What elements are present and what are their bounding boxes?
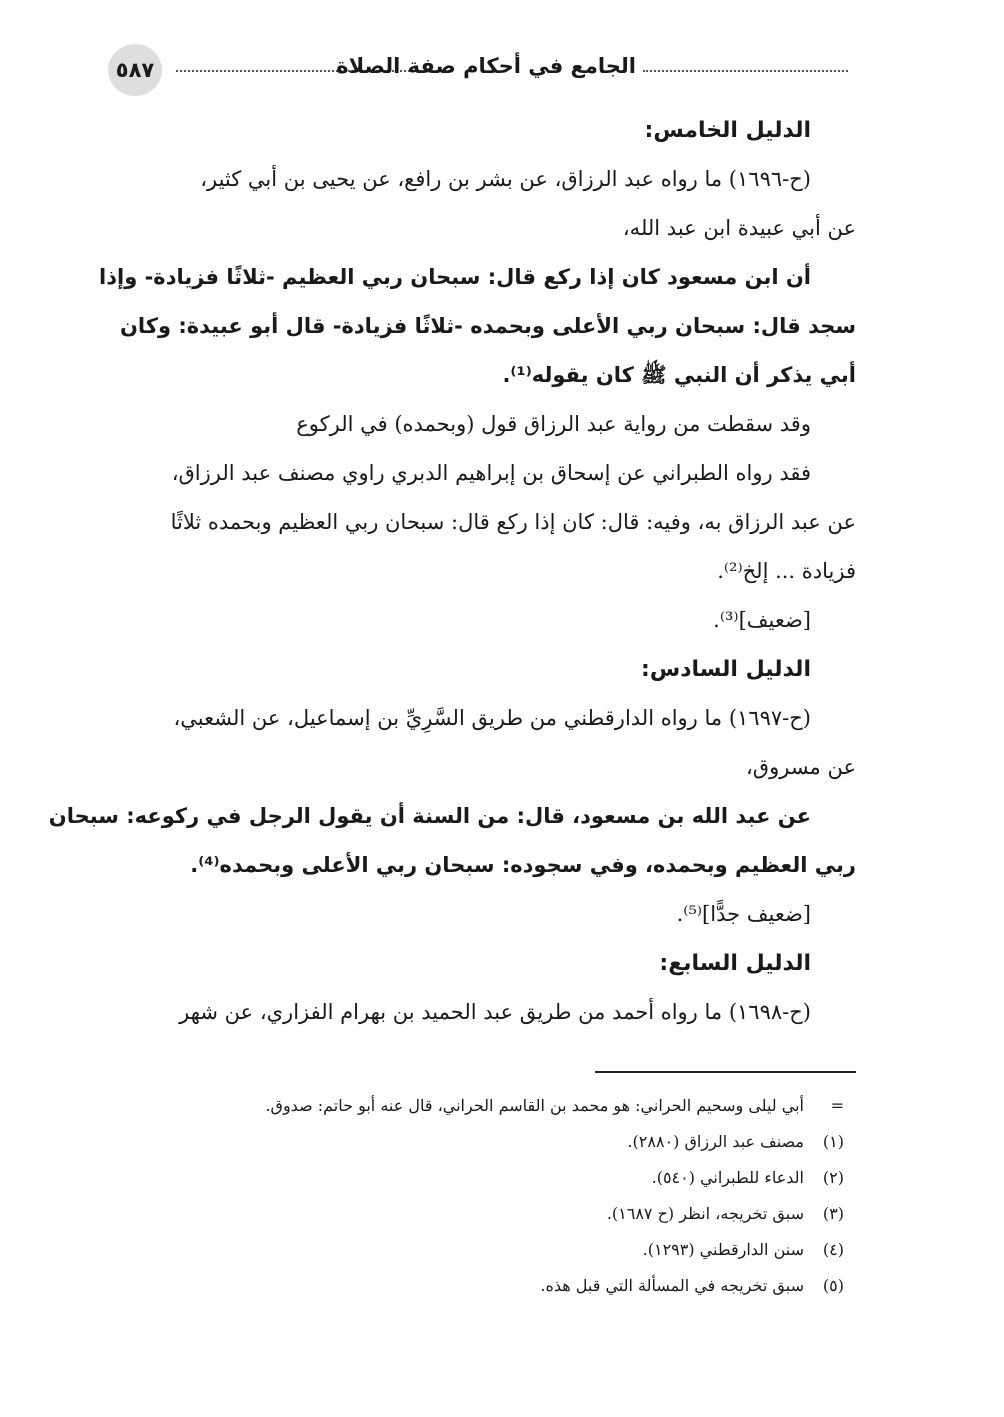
text-line: وقد سقطت من رواية عبد الرزاق قول (وبحمده) في الركوع	[296, 412, 811, 436]
footnote-text: سنن الدارقطني (١٢٩٣).	[642, 1240, 804, 1259]
footnote-text: مصنف عبد الرزاق (٢٨٨٠).	[627, 1132, 804, 1151]
footnote-text: سبق تخريجه في المسألة التي قبل هذه.	[540, 1276, 804, 1295]
footnote-number: (١)	[822, 1132, 844, 1151]
book-title: الجامع في أحكام صفة الصلاة	[336, 54, 636, 78]
text-line: (ح-١٦٩٧) ما رواه الدارقطني من طريق السَّرِيِّ بن إسماعيل، عن الشعبي،	[173, 706, 811, 730]
footnote	[112, 1268, 856, 1304]
hadith-text-line: أن ابن مسعود كان إذا ركع قال: سبحان ربي العظيم -ثلاثًا فزيادة- وإذا	[99, 265, 811, 289]
main-text	[48, 106, 856, 1037]
footnote-number: (٥)	[822, 1276, 844, 1295]
text-line: عن أبي عبيدة ابن عبد الله،	[622, 216, 856, 240]
footnote-number: (٢)	[822, 1168, 844, 1187]
grading-line: [ضعيف جدًّا]⁽⁵⁾.	[676, 902, 811, 926]
footnote-text: سبق تخريجه، انظر (ح ١٦٨٧).	[606, 1204, 804, 1223]
header-dotted-rule	[643, 70, 848, 72]
footnotes	[112, 1088, 856, 1304]
text-line: فقد رواه الطبراني عن إسحاق بن إبراهيم الدبري راوي مصنف عبد الرزاق،	[171, 461, 811, 485]
footnote	[112, 1232, 856, 1268]
text-line: (ح-١٦٩٦) ما رواه عبد الرزاق، عن بشر بن رافع، عن يحيى بن أبي كثير،	[200, 167, 811, 191]
text-line: عن عبد الرزاق به، وفيه: قال: كان إذا ركع قال: سبحان ربي العظيم وبحمده ثلاثًا	[170, 510, 856, 534]
footnote-number: (٣)	[822, 1204, 844, 1223]
section-heading: الدليل الخامس:	[644, 118, 811, 143]
page-number: ٥٨٧	[108, 44, 162, 96]
hadith-text-line: عن عبد الله بن مسعود، قال: من السنة أن يقول الرجل في ركوعه: سبحان	[48, 804, 811, 828]
text-line: (ح-١٦٩٨) ما رواه أحمد من طريق عبد الحميد بن بهرام الفزاري، عن شهر	[179, 1000, 811, 1024]
footnote-text: أبي ليلى وسحيم الحراني: هو محمد بن القاسم الحراني، قال عنه أبو حاتم: صدوق.	[265, 1096, 804, 1115]
hadith-text-line: سجد قال: سبحان ربي الأعلى وبحمده -ثلاثًا فزيادة- قال أبو عبيدة: وكان	[119, 314, 856, 338]
grading-line: [ضعيف]⁽³⁾.	[713, 608, 811, 632]
section-heading: الدليل السابع:	[659, 951, 811, 976]
footnote	[112, 1088, 856, 1124]
section-heading: الدليل السادس:	[641, 657, 811, 682]
hadith-text-line: ربي العظيم وبحمده، وفي سجوده: سبحان ربي الأعلى وبحمده⁽⁴⁾.	[190, 853, 856, 877]
footnote-number: (٤)	[822, 1240, 844, 1259]
footnote	[112, 1196, 856, 1232]
text-line: عن مسروق،	[746, 755, 856, 779]
footnote	[112, 1124, 856, 1160]
footnote	[112, 1160, 856, 1196]
page-header	[108, 44, 848, 96]
text-line: فزيادة ... إلخ⁽²⁾.	[717, 559, 856, 583]
footnote-separator	[595, 1071, 856, 1073]
hadith-text-line: أبي يذكر أن النبي ﷺ كان يقوله⁽¹⁾.	[502, 363, 856, 387]
footnote-number: =	[830, 1096, 844, 1115]
footnote-text: الدعاء للطبراني (٥٤٠).	[651, 1168, 804, 1187]
